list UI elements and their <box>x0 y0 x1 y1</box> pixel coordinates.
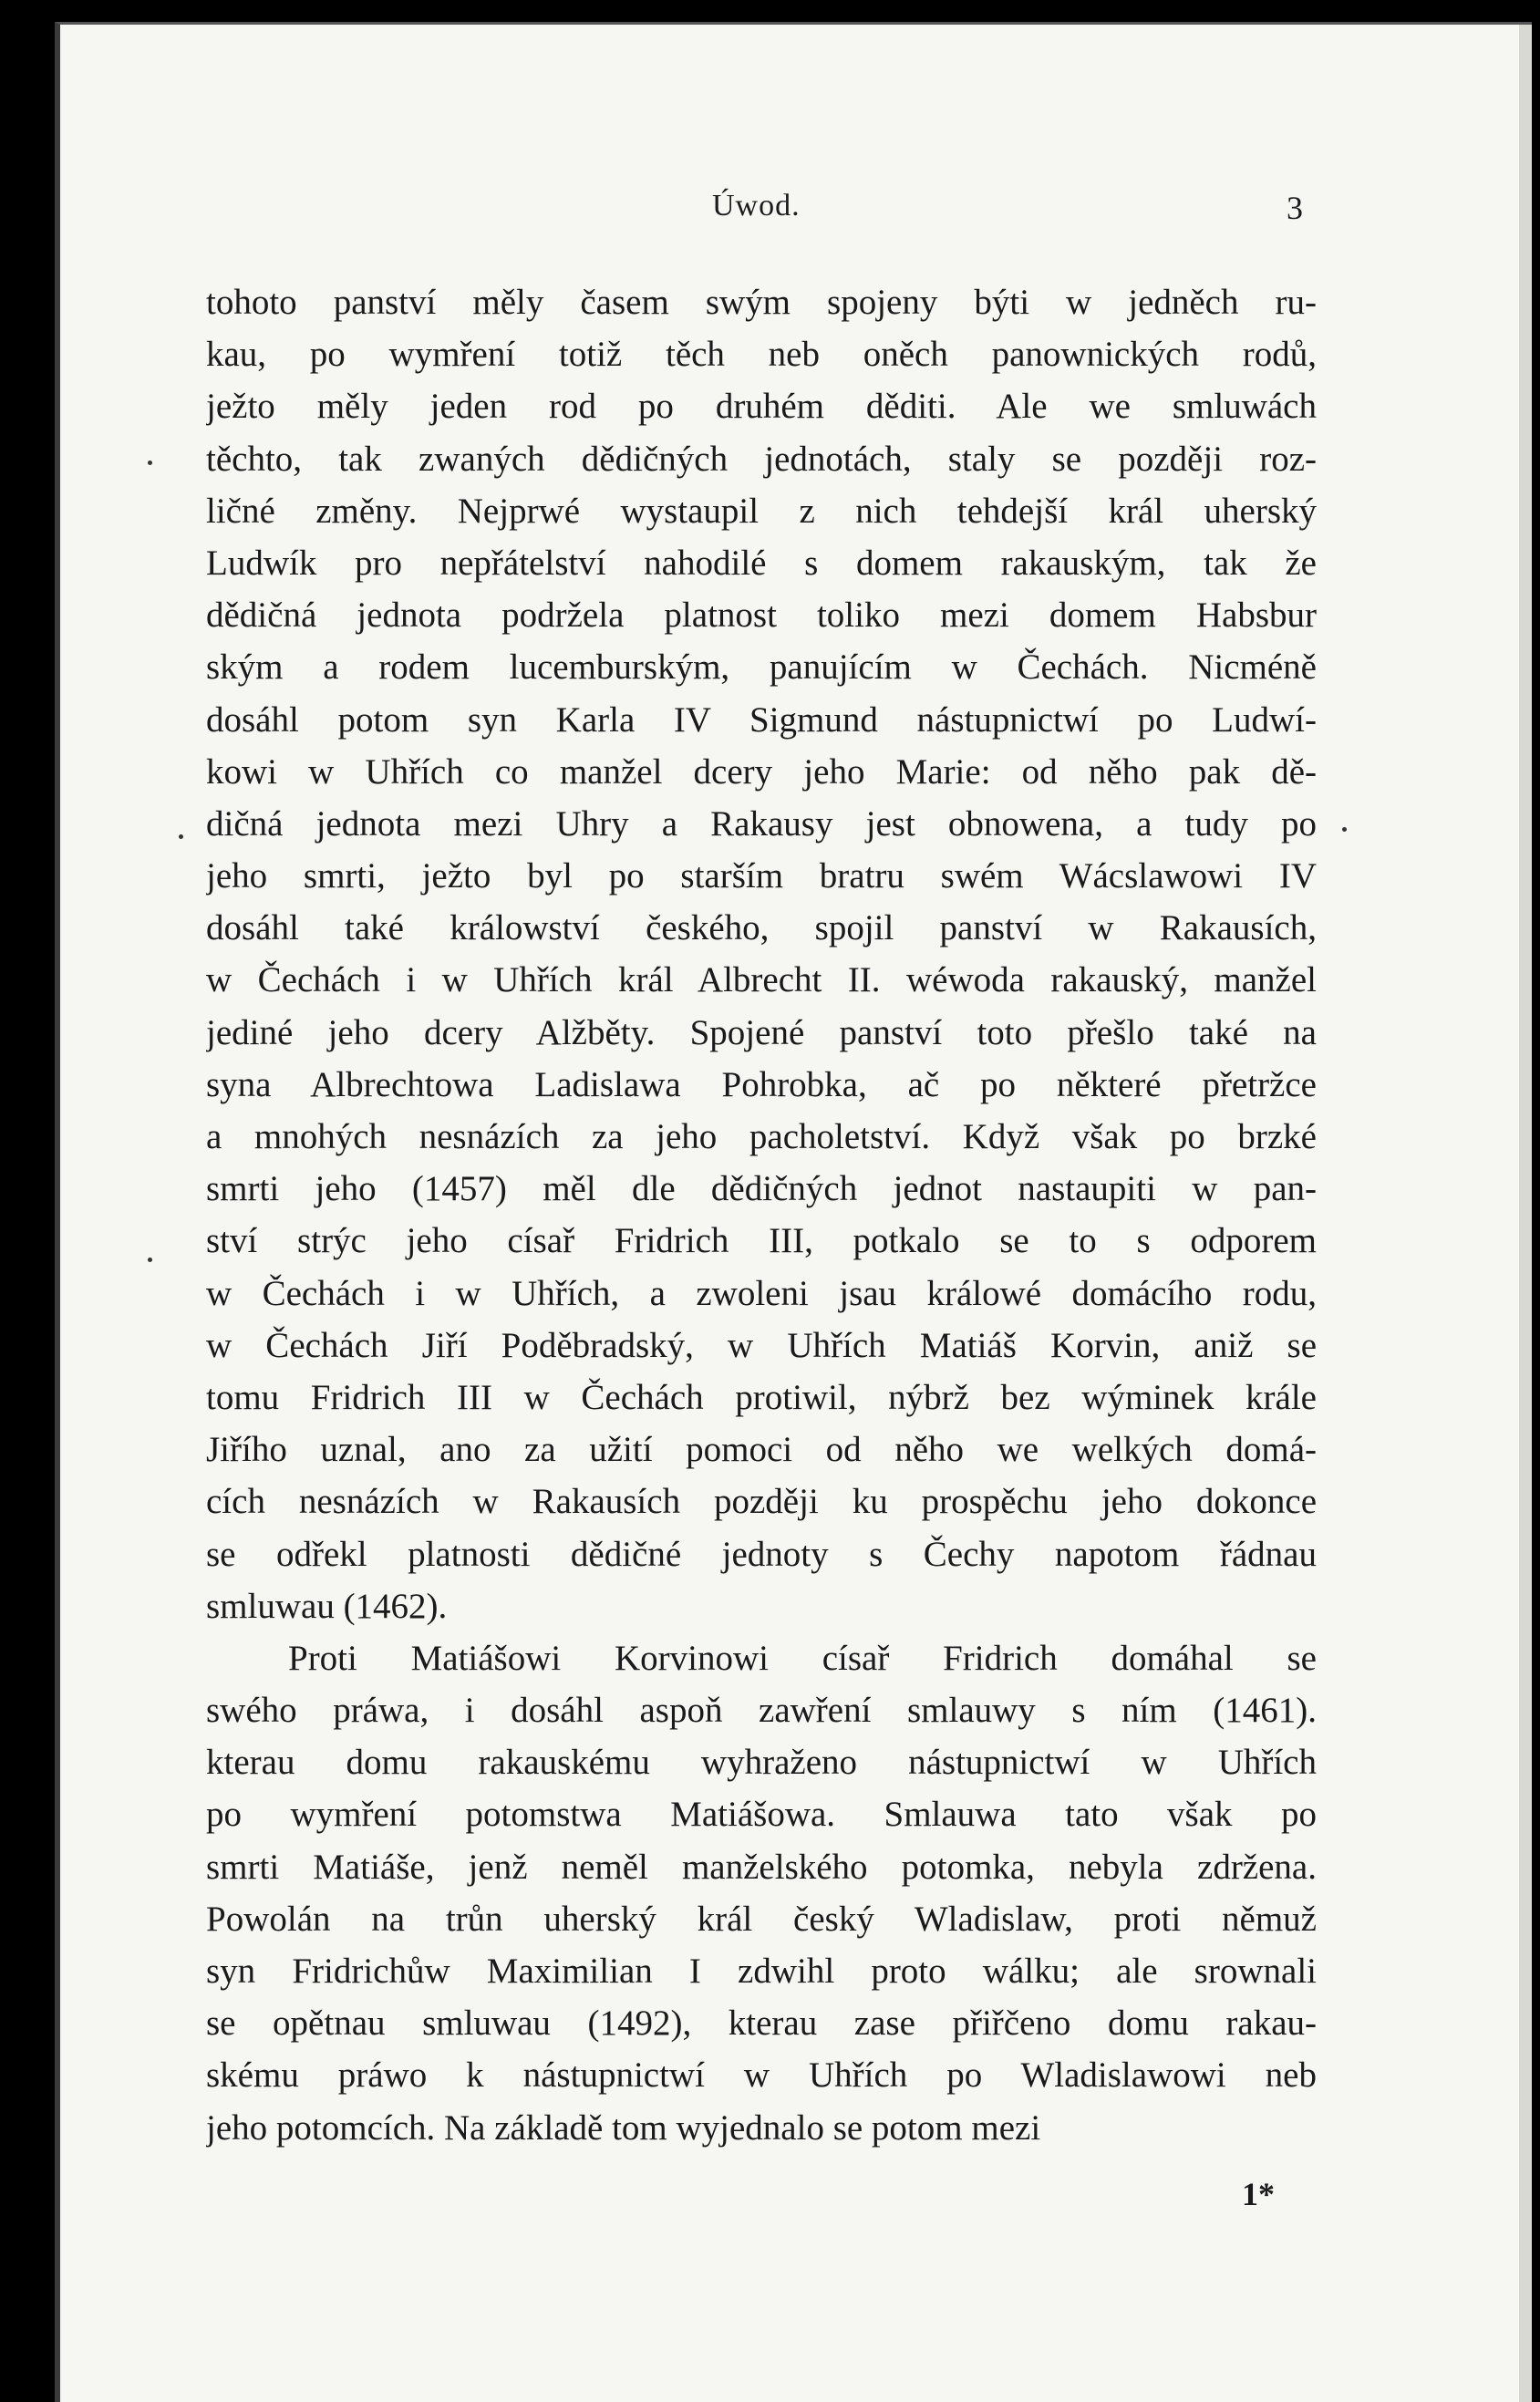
text-line: smrti Matiáše, jenž neměl manželského potomka, nebyla zdržena. <box>206 1847 1317 1887</box>
text-line: w Čechách i w Uhřích král Albrecht II. wéwoda rakauský, manžel <box>206 960 1317 1000</box>
text-line: tohoto panství měly časem swým spojeny býti w jedněch ru- <box>206 283 1317 322</box>
page-edge <box>1519 25 1532 2402</box>
text-line: skému práwo k nástupnictwí w Uhřích po Wladislawowi neb <box>206 2055 1317 2096</box>
text-line: smluwau (1462). <box>206 1586 448 1626</box>
page-header <box>60 189 1532 243</box>
text-line: jeho smrti, ježto byl po starším bratru swém Wácslawowi IV <box>206 856 1317 896</box>
text-line: těchto, tak zwaných dědičných jednotách, staly se později roz- <box>206 439 1317 479</box>
text-line: dědičná jednota podržela platnost toliko mezi domem Habsbur <box>206 595 1317 636</box>
text-line: Jiřího uznal, ano za užití pomoci od něho we welkých domá- <box>206 1430 1317 1470</box>
text-line: kowi w Uhřích co manžel dcery jeho Marie: od něho pak dě- <box>206 751 1317 792</box>
text-line: w Čechách i w Uhřích, a zwoleni jsau králowé domácího rodu, <box>206 1273 1317 1313</box>
text-line: syn Fridrichůw Maximilian I zdwihl proto wálku; ale srownali <box>206 1952 1317 1991</box>
text-line: Proti Matiášowi Korvinowi císař Fridrich domáhal se <box>288 1638 1317 1678</box>
text-line: swého práwa, i dosáhl aspoň zawření smlauwy s ním (1461). <box>206 1691 1317 1731</box>
text-line: cích nesnázích w Rakausích později ku prospěchu jeho dokonce <box>206 1482 1317 1522</box>
text-line: dičná jednota mezi Uhry a Rakausy jest obnowena, a tudy po <box>206 803 1317 844</box>
text-line: smrti jeho (1457) měl dle dědičných jednot nastaupiti w pan- <box>206 1169 1317 1209</box>
text-line: kterau domu rakauskému wyhraženo nástupnictwí w Uhřích <box>206 1743 1317 1783</box>
book-page <box>55 22 1532 2402</box>
text-line: ství strýc jeho císař Fridrich III, potkalo se to s odporem <box>206 1221 1317 1261</box>
print-speck <box>1342 827 1347 832</box>
text-line: dosáhl potom syn Karla IV Sigmund nástupnictwí po Ludwí- <box>206 699 1317 740</box>
body-text <box>206 276 1317 2154</box>
text-line: jeho potomcích. Na základě tom wyjednalo se potom mezi <box>206 2107 1041 2148</box>
page-number: 3 <box>1287 190 1303 226</box>
text-line: ským a rodem lucemburským, panujícím w Čechách. Nicméně <box>206 647 1317 688</box>
text-line: Powolán na trůn uherský král český Wladislaw, proti němuž <box>206 1899 1317 1939</box>
text-line: jediné jeho dcery Alžběty. Spojené panství toto přešlo také na <box>206 1012 1317 1052</box>
signature-mark: 1* <box>1242 2176 1275 2212</box>
text-line: tomu Fridrich III w Čechách protiwil, nýbrž bez wýminek krále <box>206 1377 1317 1417</box>
running-title: Úwod. <box>712 189 801 223</box>
text-line: po wymření potomstwa Matiášowa. Smlauwa tato však po <box>206 1795 1317 1835</box>
text-line: se odřekl platnosti dědičné jednoty s Čechy napotom řádnau <box>206 1534 1317 1574</box>
text-line: dosáhl také králowství českého, spojil panství w Rakausích, <box>206 908 1317 948</box>
text-line: kau, po wymření totiž těch neb oněch panownických rodů, <box>206 335 1317 375</box>
print-speck <box>179 834 183 839</box>
text-line: syna Albrechtowa Ladislawa Pohrobka, ač po některé přetržce <box>206 1064 1317 1104</box>
print-speck <box>148 461 152 465</box>
text-line: w Čechách Jiří Poděbradský, w Uhřích Matiáš Korvin, aniž se <box>206 1325 1317 1365</box>
print-speck <box>148 1258 152 1262</box>
text-line: a mnohých nesnázích za jeho pacholetství. Když však po brzké <box>206 1117 1317 1156</box>
text-line: Ludwík pro nepřátelství nahodilé s domem rakauským, tak že <box>206 543 1317 583</box>
text-line: ličné změny. Nejprwé wystaupil z nich tehdejší král uherský <box>206 491 1317 531</box>
text-line: se opětnau smluwau (1492), kterau zase přiřčeno domu rakau- <box>206 2003 1317 2044</box>
text-line: ježto měly jeden rod po druhém děditi. Ale we smluwách <box>206 387 1317 427</box>
